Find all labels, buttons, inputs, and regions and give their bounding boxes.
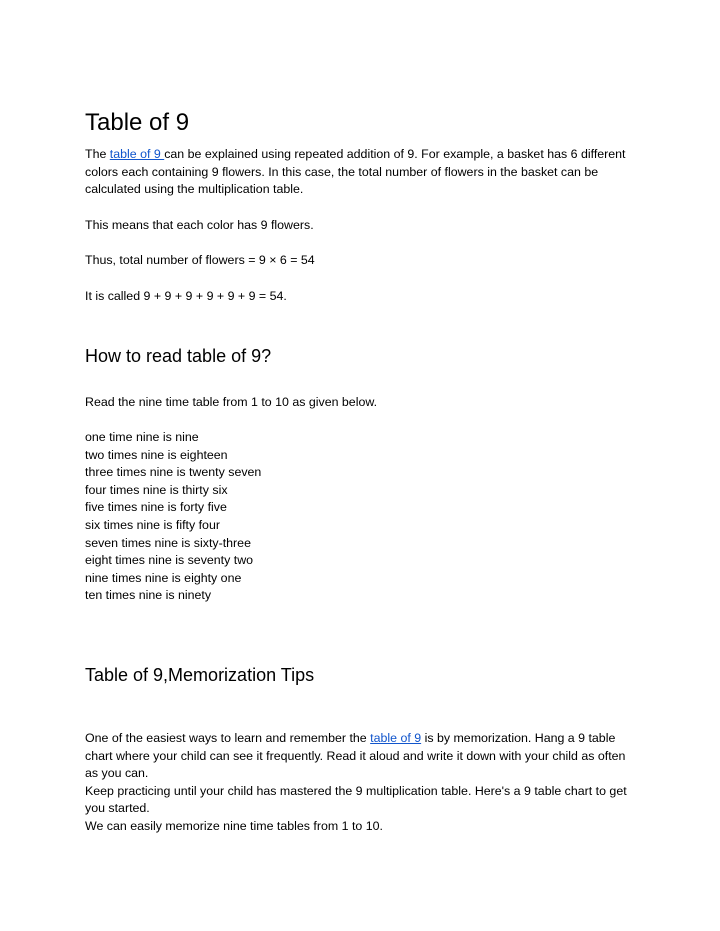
memorization-paragraph (85, 730, 640, 836)
list-item: seven times nine is sixty-three (85, 535, 251, 550)
intro-prefix: The (85, 147, 110, 161)
list-item: one time nine is nine (85, 430, 199, 444)
list-item: eight times nine is seventy two (85, 553, 254, 568)
list-item: nine times nine is eighty one (85, 570, 242, 585)
page-title: Table of 9 (85, 109, 190, 136)
list-item: ten times nine is ninety (85, 588, 212, 603)
list-item: five times nine is forty five (85, 500, 227, 515)
how-to-read-heading: How to read table of 9? (85, 346, 272, 366)
nine-times-table-list (85, 429, 261, 605)
repeated-addition-paragraph: It is called 9 + 9 + 9 + 9 + 9 + 9 = 54. (85, 289, 287, 303)
memorize-text: We can easily memorize nine time tables from 1 to 10. (85, 818, 383, 833)
practice-text: Keep practicing until your child has mastered the 9 multiplication table. Here's a 9 table chart to get you started. (85, 783, 627, 816)
intro-suffix: can be explained using repeated addition of 9. For example, a basket has 6 different colors each containing 9 flowers. In this case, the total number of flowers in the basket can be calculated using the multiplication table. (85, 147, 626, 197)
memorization-prefix: One of the easiest ways to learn and remember the (85, 731, 371, 745)
list-item: three times nine is twenty seven (85, 465, 262, 480)
table-of-9-link-2[interactable]: table of 9 (370, 731, 422, 745)
list-item: six times nine is fifty four (85, 517, 220, 532)
total-flowers-paragraph: Thus, total number of flowers = 9 × 6 = 54 (85, 253, 315, 267)
table-of-9-link[interactable]: table of 9 (109, 147, 165, 161)
list-item: four times nine is thirty six (85, 482, 228, 497)
read-intro-paragraph: Read the nine time table from 1 to 10 as given below. (85, 395, 378, 409)
intro-paragraph (85, 146, 640, 199)
list-item: two times nine is eighteen (85, 447, 228, 462)
memorization-suffix: is by memorization. Hang a 9 table chart where your child can see it frequently. Read it aloud and write it down with your child as often as you can. (85, 731, 626, 781)
color-flowers-paragraph: This means that each color has 9 flowers. (85, 218, 314, 232)
memorization-tips-heading: Table of 9,Memorization Tips (85, 665, 315, 685)
